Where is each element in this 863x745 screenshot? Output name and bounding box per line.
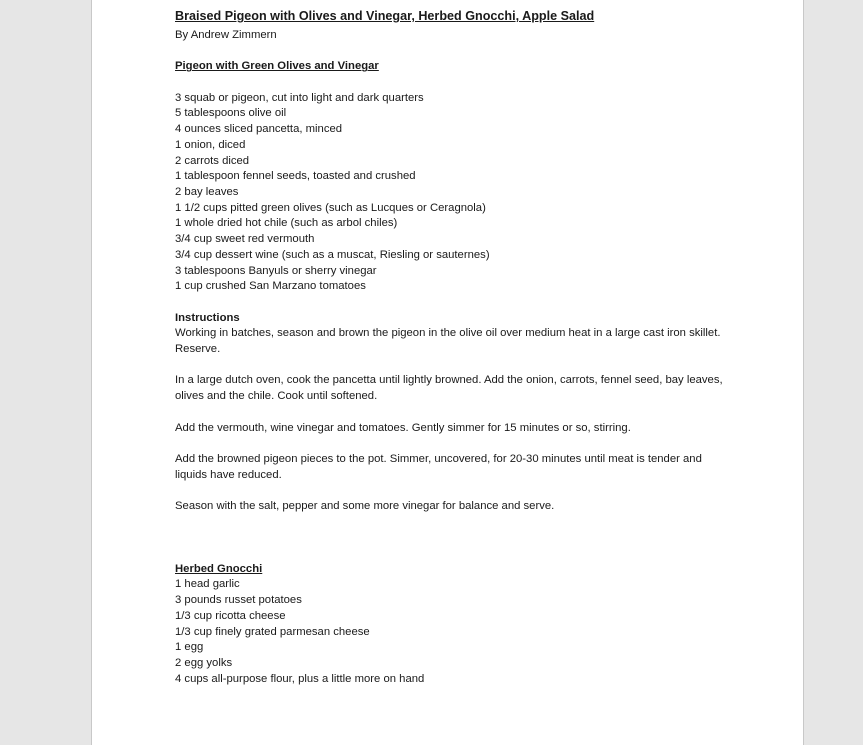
ingredient-list-gnocchi	[175, 577, 725, 687]
list-item: 4 cups all-purpose flour, plus a little more on hand	[175, 672, 425, 685]
list-item: 1 cup crushed San Marzano tomatoes	[175, 280, 366, 293]
instructions-heading: Instructions	[175, 311, 240, 324]
list-item: 2 carrots diced	[175, 154, 250, 167]
list-item: 2 egg yolks	[175, 656, 233, 669]
list-item: 3/4 cup sweet red vermouth	[175, 233, 315, 246]
instruction-paragraph: Add the browned pigeon pieces to the pot. Simmer, uncovered, for 20-30 minutes until meat is tender and liquids have reduced.	[175, 452, 702, 481]
list-item: 1 1/2 cups pitted green olives (such as Lucques or Ceragnola)	[175, 201, 486, 214]
instruction-paragraph: Season with the salt, pepper and some more vinegar for balance and serve.	[175, 499, 555, 512]
instruction-paragraph: Working in batches, season and brown the pigeon in the olive oil over medium heat in a large cast iron skillet. Reserve.	[175, 327, 721, 356]
list-item: 5 tablespoons olive oil	[175, 107, 287, 120]
list-item: 3 pounds russet potatoes	[175, 594, 302, 607]
list-item: 3/4 cup dessert wine (such as a muscat, Riesling or sauternes)	[175, 248, 490, 261]
list-item: 3 squab or pigeon, cut into light and dark quarters	[175, 91, 424, 104]
list-item: 1/3 cup ricotta cheese	[175, 609, 286, 622]
instruction-paragraph: In a large dutch oven, cook the pancetta until lightly browned. Add the onion, carrots, fennel seed, bay leaves, olives and the chile. Cook until softened.	[175, 374, 723, 403]
section-heading-gnocchi: Herbed Gnocchi	[175, 562, 263, 575]
list-item: 1 whole dried hot chile (such as arbol chiles)	[175, 217, 398, 230]
document-body	[175, 8, 725, 687]
recipe-title: Braised Pigeon with Olives and Vinegar, Herbed Gnocchi, Apple Salad	[175, 9, 595, 23]
list-item: 1 tablespoon fennel seeds, toasted and crushed	[175, 170, 416, 183]
list-item: 1/3 cup finely grated parmesan cheese	[175, 625, 370, 638]
section-heading-pigeon: Pigeon with Green Olives and Vinegar	[175, 60, 379, 73]
document-page	[91, 0, 804, 745]
list-item: 1 head garlic	[175, 578, 240, 591]
author-line: By Andrew Zimmern	[175, 29, 277, 41]
ingredient-list-pigeon	[175, 91, 725, 295]
list-item: 4 ounces sliced pancetta, minced	[175, 123, 343, 136]
list-item: 3 tablespoons Banyuls or sherry vinegar	[175, 264, 377, 277]
list-item: 2 bay leaves	[175, 186, 239, 198]
list-item: 1 egg	[175, 641, 204, 654]
instruction-paragraph: Add the vermouth, wine vinegar and tomatoes. Gently simmer for 15 minutes or so, stirring.	[175, 421, 631, 434]
list-item: 1 onion, diced	[175, 138, 246, 151]
